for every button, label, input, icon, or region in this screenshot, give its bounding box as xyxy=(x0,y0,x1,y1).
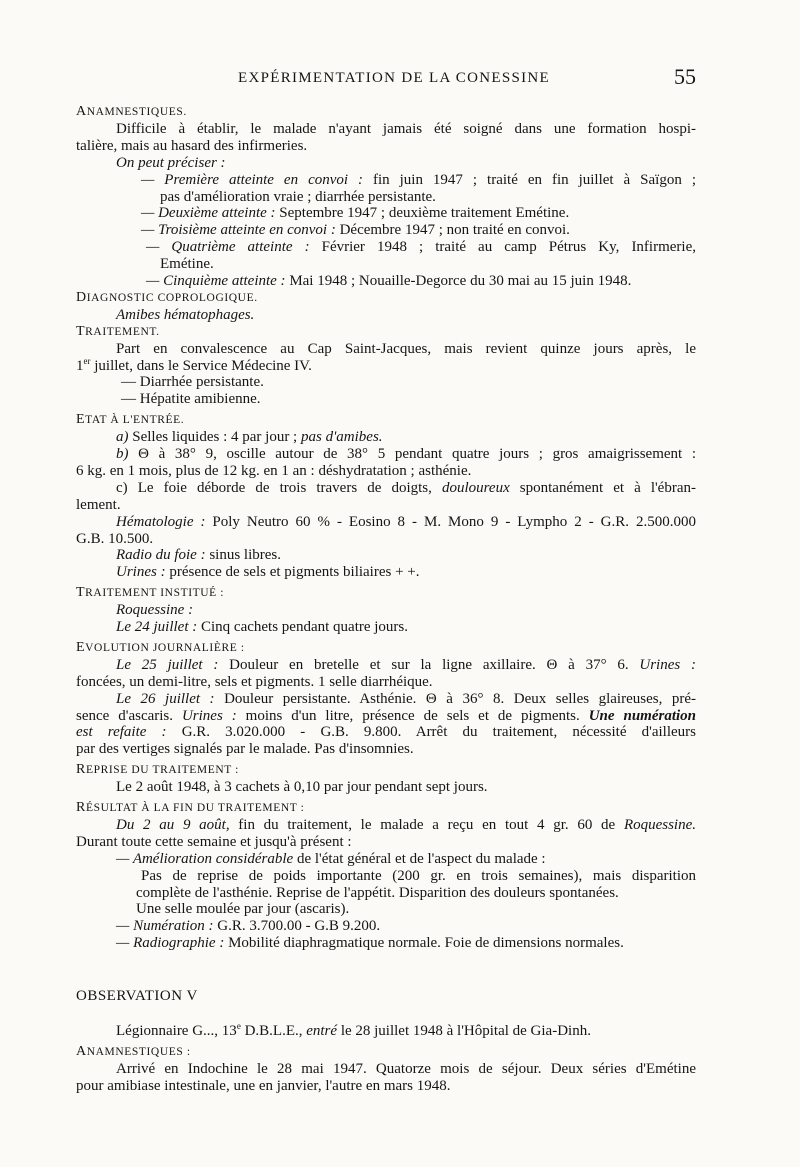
item-label: — Troisième atteinte en convoi : xyxy=(141,222,336,239)
list-item xyxy=(76,273,696,290)
item-text: Février 1948 ; traité au camp Pétrus Ky, Infirmerie, xyxy=(309,239,696,256)
superscript: e xyxy=(236,1021,241,1032)
text-run: Cinq cachets pendant quatre jours. xyxy=(197,619,409,636)
paragraph-line: Le 2 août 1948, à 3 cachets à 0,10 par jour pendant sept jours. xyxy=(116,779,488,796)
list-item-continuation: Emétine. xyxy=(160,256,214,273)
item-label: — Deuxième atteinte : xyxy=(141,205,276,222)
text-run: c) Le foie déborde de trois travers de doigts, xyxy=(116,479,442,496)
list-item xyxy=(76,935,696,952)
paragraph-line xyxy=(76,708,696,725)
section-heading-traitement-institue: TRAITEMENT INSTITUÉ : xyxy=(76,585,225,601)
item-text: fin juin 1947 ; traité en fin juillet à Saïgon ; xyxy=(363,171,696,188)
paragraph-line xyxy=(76,691,696,708)
text-run: Mobilité diaphragmatique normale. Foie de dimensions normales. xyxy=(224,935,624,952)
paragraph-line xyxy=(76,724,696,741)
text-run: le 28 juillet 1948 à l'Hôpital de Gia-Dinh. xyxy=(337,1023,591,1040)
text-run: Θ à 38° 9, oscille autour de 38° 5 pendant quatre jours ; gros amaigrissement : xyxy=(128,446,696,463)
list-item xyxy=(76,918,696,935)
item-text: Décembre 1947 ; non traité en convoi. xyxy=(335,222,570,239)
paragraph-line xyxy=(76,619,696,636)
paragraph-line: G.B. 10.500. xyxy=(76,530,154,547)
paragraph-line xyxy=(76,429,696,446)
paragraph-line: Arrivé en Indochine le 28 mai 1947. Quatorze mois de séjour. Deux séries d'Emétine xyxy=(116,1060,696,1077)
text-run: Légionnaire G..., 13 xyxy=(116,1023,237,1040)
text-run: est refaite : xyxy=(76,724,167,741)
text-run: Douleur persistante. Asthénie. Θ à 36° 8. Deux selles glaireuses, pré- xyxy=(214,690,696,707)
paragraph-line xyxy=(76,514,696,531)
paragraph-line: Part en convalescence au Cap Saint-Jacques, mais revient quinze jours après, le xyxy=(116,340,696,357)
text-run: 1 xyxy=(76,357,84,374)
page-number: 55 xyxy=(674,64,696,89)
paragraph-line: par des vertiges signalés par le malade. Pas d'insomnies. xyxy=(76,741,414,758)
list-item xyxy=(76,239,696,256)
item-label: — Radiographie : xyxy=(116,935,225,952)
item-label: Urines : xyxy=(116,564,166,581)
item-label: b) xyxy=(116,446,129,463)
paragraph-line: Difficile à établir, le malade n'ayant jamais été soigné dans une formation hospi- xyxy=(116,120,696,137)
text-run: G.R. 3.700.00 - G.B 9.200. xyxy=(213,918,381,935)
text-run: juillet, dans le Service Médecine IV. xyxy=(90,357,312,374)
section-heading-anamnestiques-obs5: ANAMNESTIQUES : xyxy=(76,1044,191,1060)
text-run: spontanément et à l'ébran- xyxy=(509,479,696,496)
item-label: Hématologie : xyxy=(116,513,206,530)
paragraph-line: Durant toute cette semaine et jusqu'à présent : xyxy=(76,833,352,850)
paragraph-line xyxy=(76,547,696,564)
text-run: D.B.L.E., xyxy=(240,1023,307,1040)
text-run: Du 2 au 9 août, xyxy=(116,816,230,833)
section-heading-etat: ETAT À L'ENTRÉE. xyxy=(76,412,185,428)
paragraph-line: Amibes hématophages. xyxy=(116,306,255,323)
text-run: Urines : xyxy=(181,707,237,724)
text-run: Selles liquides : 4 par jour ; xyxy=(128,429,301,446)
list-item: — Hépatite amibienne. xyxy=(121,391,261,408)
paragraph-line: 6 kg. en 1 mois, plus de 12 kg. en 1 an : déshydratation ; asthénie. xyxy=(76,462,472,479)
item-label: Le 25 juillet : xyxy=(116,656,219,673)
item-text: Septembre 1947 ; deuxième traitement Emétine. xyxy=(275,205,570,222)
text-run: présence de sels et pigments biliaires + +. xyxy=(165,564,420,581)
paragraph-line: pour amibiase intestinale, une en janvier, l'autre en mars 1948. xyxy=(76,1077,451,1094)
text-run: G.R. 3.020.000 - G.B. 9.800. Arrêt du traitement, nécessité d'ailleurs xyxy=(166,724,696,741)
item-label: a) xyxy=(116,429,129,446)
paragraph-line xyxy=(76,657,696,674)
list-item xyxy=(76,222,696,239)
paragraph-line xyxy=(76,355,696,375)
running-title: EXPÉRIMENTATION DE LA CONESSINE xyxy=(238,70,551,86)
section-heading-reprise: REPRISE DU TRAITEMENT : xyxy=(76,762,239,778)
text-run: moins d'un litre, présence de sels et de pigments. xyxy=(236,707,589,724)
text-run: fin du traitement, le malade a reçu en tout 4 gr. 60 de xyxy=(229,816,624,833)
text-run: Douleur en bretelle et sur la ligne axillaire. Θ à 37° 6. xyxy=(218,656,640,673)
item-label: Radio du foie : xyxy=(116,547,206,564)
list-item xyxy=(76,172,696,189)
paragraph-line xyxy=(76,817,696,834)
paragraph-line: lement. xyxy=(76,496,121,513)
section-heading-resultat: RÉSULTAT À LA FIN DU TRAITEMENT : xyxy=(76,800,305,816)
section-heading-evolution: EVOLUTION JOURNALIÈRE : xyxy=(76,639,245,655)
text-run: entré xyxy=(306,1023,338,1040)
paragraph-line: On peut préciser : xyxy=(116,154,226,171)
item-text: Mai 1948 ; Nouaille-Degorce du 30 mai au 15 juin 1948. xyxy=(285,273,632,290)
text-run: sinus libres. xyxy=(205,547,281,564)
list-item-continuation: pas d'amélioration vraie ; diarrhée persistante. xyxy=(160,188,436,205)
paragraph-line: Une selle moulée par jour (ascaris). xyxy=(136,901,350,918)
paragraph-line xyxy=(76,564,696,581)
section-heading-diagnostic: DIAGNOSTIC COPROLOGIQUE. xyxy=(76,289,258,305)
paragraph-line: complète de l'asthénie. Reprise de l'appétit. Disparition des douleurs spontanées. xyxy=(136,884,619,901)
paragraph-line: Pas de reprise de poids importante (200 gr. en trois semaines), mais disparition xyxy=(141,867,696,884)
item-label: — Numération : xyxy=(116,918,214,935)
superscript: er xyxy=(83,355,91,366)
paragraph-line xyxy=(76,446,696,463)
text-run: Roquessine. xyxy=(623,816,696,833)
item-label: — Amélioration considérable xyxy=(116,850,294,867)
list-item xyxy=(76,851,696,868)
text-run: sence d'ascaris. xyxy=(76,707,182,724)
paragraph-line: Roquessine : xyxy=(116,602,194,619)
paragraph-line xyxy=(76,1023,696,1040)
page-body xyxy=(76,104,696,1095)
item-label: Le 24 juillet : xyxy=(116,619,198,636)
page-header xyxy=(76,64,696,94)
observation-title: OBSERVATION V xyxy=(76,988,198,1005)
item-label: Le 26 juillet : xyxy=(116,690,215,707)
list-item xyxy=(76,205,696,222)
text-run: Une numération xyxy=(588,707,696,724)
text-run: douloureux xyxy=(441,479,510,496)
text-run: de l'état général et de l'aspect du malade : xyxy=(293,850,546,867)
paragraph-line xyxy=(76,480,696,497)
item-label: — Première atteinte en convoi : xyxy=(141,171,364,188)
paragraph-line: foncées, un demi-litre, sels et pigments. 1 selle diarrhéique. xyxy=(76,673,433,690)
item-label: — Quatrième atteinte : xyxy=(146,239,310,256)
text-run: Poly Neutro 60 % - Eosino 8 - M. Mono 9 - Lympho 2 - G.R. 2.500.000 xyxy=(205,513,696,530)
list-item: — Diarrhée persistante. xyxy=(121,374,264,391)
text-run: Urines : xyxy=(639,656,696,673)
paragraph-line: talière, mais au hasard des infirmeries. xyxy=(76,137,308,154)
item-label: — Cinquième atteinte : xyxy=(146,273,286,290)
section-heading-anamnestiques: ANAMNESTIQUES. xyxy=(76,104,187,119)
text-run: pas d'amibes. xyxy=(300,429,383,446)
section-heading-traitement: TRAITEMENT. xyxy=(76,323,160,339)
